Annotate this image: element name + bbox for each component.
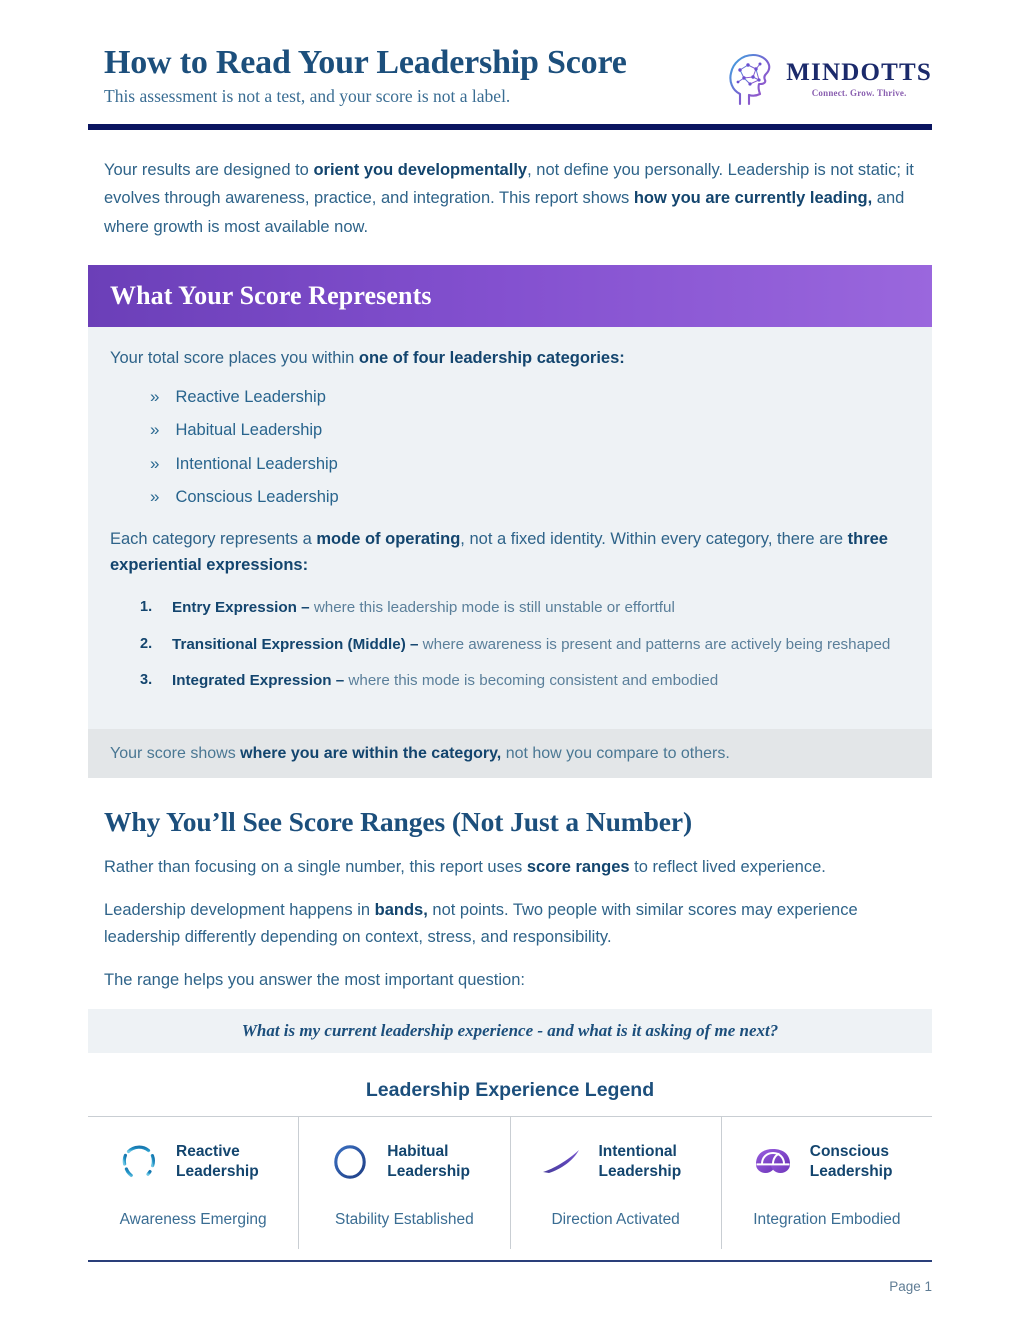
list-item <box>150 453 910 475</box>
p1-text-2: to reflect lived experience. <box>629 858 826 877</box>
category-label: Conscious Leadership <box>175 488 339 507</box>
expression-bold: Entry Expression – <box>172 598 310 616</box>
legend-item-header <box>309 1139 499 1185</box>
list-item <box>150 486 910 508</box>
closed-ring-icon <box>327 1139 373 1185</box>
header-text-block <box>104 44 627 107</box>
legend-item-reactive <box>88 1117 299 1249</box>
score-represents-panel <box>88 327 932 729</box>
legend-label-line1: Reactive <box>176 1143 240 1161</box>
panel-lead-bold: one of four leadership categories: <box>358 349 625 368</box>
callout-text-1: Your score shows <box>110 745 241 763</box>
expression-bold: Transitional Expression (Middle) – <box>172 635 419 653</box>
expression-text: where this mode is becoming consistent and embodied <box>344 672 719 690</box>
intro-text-3: and where growth is most available now. <box>104 189 905 236</box>
leadership-categories-list <box>110 386 910 509</box>
chevron-double-right-icon: » <box>150 453 160 473</box>
chevron-double-right-icon: » <box>150 386 160 406</box>
brand-logo <box>726 50 932 108</box>
mode-bold-2: three experiential expressions: <box>110 530 888 575</box>
expression-text: where this leadership mode is still unstable or effortful <box>309 598 675 616</box>
score-ranges-section <box>88 806 932 993</box>
legend-label-line1: Intentional <box>598 1143 677 1161</box>
intro-text-2: , not define you personally. Leadership is not static; it evolves through awareness, practice, and integration. This report shows <box>104 161 914 208</box>
panel-lead-paragraph <box>110 345 910 371</box>
key-question-callout <box>88 1009 932 1053</box>
callout-bold: where you are within the category, <box>240 745 502 763</box>
legend-item-label <box>176 1142 259 1182</box>
list-item <box>150 419 910 441</box>
section-banner-what-your-score-represents <box>88 265 932 327</box>
logo-name: MINDOTTS <box>786 59 932 86</box>
legend-item-label <box>810 1142 893 1182</box>
page-subtitle: This assessment is not a test, and your score is not a label. <box>104 86 511 107</box>
legend-item-subtitle: Awareness Emerging <box>119 1211 267 1229</box>
legend-item-label <box>387 1142 470 1182</box>
p2-text-1: Leadership development happens in <box>104 901 375 920</box>
intro-paragraph <box>88 156 932 241</box>
legend-item-label <box>599 1142 682 1182</box>
mode-text-1: Each category represents a <box>110 530 317 549</box>
score-ranges-paragraph-1 <box>104 854 916 881</box>
legend-item-subtitle: Stability Established <box>335 1211 474 1229</box>
category-label: Habitual Leadership <box>175 421 323 440</box>
upward-swoosh-icon <box>539 1139 585 1185</box>
expression-bold: Integrated Expression – <box>172 672 345 690</box>
legend-label-line2: Leadership <box>176 1163 259 1181</box>
legend-item-header <box>521 1139 711 1185</box>
legend-label-line1: Habitual <box>387 1143 449 1161</box>
brain-dome-icon <box>750 1139 796 1185</box>
page-number: Page 1 <box>889 1279 932 1294</box>
list-item <box>150 386 910 408</box>
list-item <box>140 634 910 657</box>
header-divider <box>88 124 932 130</box>
legend-item-conscious <box>722 1117 932 1249</box>
p2-text-2: not points. Two people with similar scores may experience leadership differently depending on context, stress, and responsibility. <box>104 901 858 946</box>
chevron-double-right-icon: » <box>150 420 160 440</box>
expressions-list <box>110 597 910 693</box>
brain-head-network-icon <box>726 50 778 108</box>
leadership-experience-legend <box>88 1117 932 1249</box>
legend-item-subtitle: Direction Activated <box>551 1211 680 1229</box>
page-title: How to Read Your Leadership Score <box>104 44 627 81</box>
score-position-callout <box>88 729 932 778</box>
legend-item-header <box>98 1139 288 1185</box>
legend-label-line2: Leadership <box>598 1163 682 1181</box>
score-ranges-paragraph-2 <box>104 897 916 950</box>
callout-text-2: not how you compare to others. <box>501 745 730 763</box>
legend-label-line1: Conscious <box>809 1143 889 1161</box>
legend-label-line2: Leadership <box>809 1163 893 1181</box>
score-ranges-paragraph-3: The range helps you answer the most important question: <box>104 970 525 989</box>
chevron-double-right-icon: » <box>150 487 160 507</box>
logo-tagline: Connect. Grow. Thrive. <box>811 88 907 98</box>
list-item <box>140 597 910 620</box>
legend-item-subtitle: Integration Embodied <box>753 1211 901 1229</box>
banner-title: What Your Score Represents <box>110 281 432 311</box>
intro-text-1: Your results are designed to <box>104 161 314 179</box>
list-item <box>140 670 910 693</box>
legend-title: Leadership Experience Legend <box>365 1079 655 1102</box>
category-label: Reactive Leadership <box>175 387 326 406</box>
logo-wordmark <box>786 60 932 98</box>
p1-bold: score ranges <box>526 858 630 877</box>
p1-text-1: Rather than focusing on a single number, this report uses <box>104 858 527 877</box>
legend-label-line2: Leadership <box>387 1163 470 1181</box>
mode-text-2: , not a fixed identity. Within every category, there are <box>460 530 848 549</box>
panel-lead-text: Your total score places you within <box>110 349 359 368</box>
legend-item-intentional <box>511 1117 722 1249</box>
section-title-score-ranges: Why You’ll See Score Ranges (Not Just a Number) <box>104 806 693 838</box>
category-label: Intentional Leadership <box>175 454 338 473</box>
expression-text: where awareness is present and patterns are actively being reshaped <box>418 635 891 653</box>
intro-bold-2: how you are currently leading, <box>633 189 873 208</box>
p2-bold: bands, <box>374 901 428 920</box>
document-header <box>0 0 1020 108</box>
legend-item-habitual <box>299 1117 510 1249</box>
intro-bold-1: orient you developmentally <box>313 161 528 179</box>
key-question-text: What is my current leadership experience - and what is it asking of me next? <box>241 1021 779 1041</box>
footer-divider <box>88 1260 932 1262</box>
mode-bold-1: mode of operating <box>316 530 461 549</box>
broken-ring-icon <box>116 1139 162 1185</box>
mode-of-operating-paragraph <box>110 526 910 579</box>
legend-item-header <box>732 1139 922 1185</box>
